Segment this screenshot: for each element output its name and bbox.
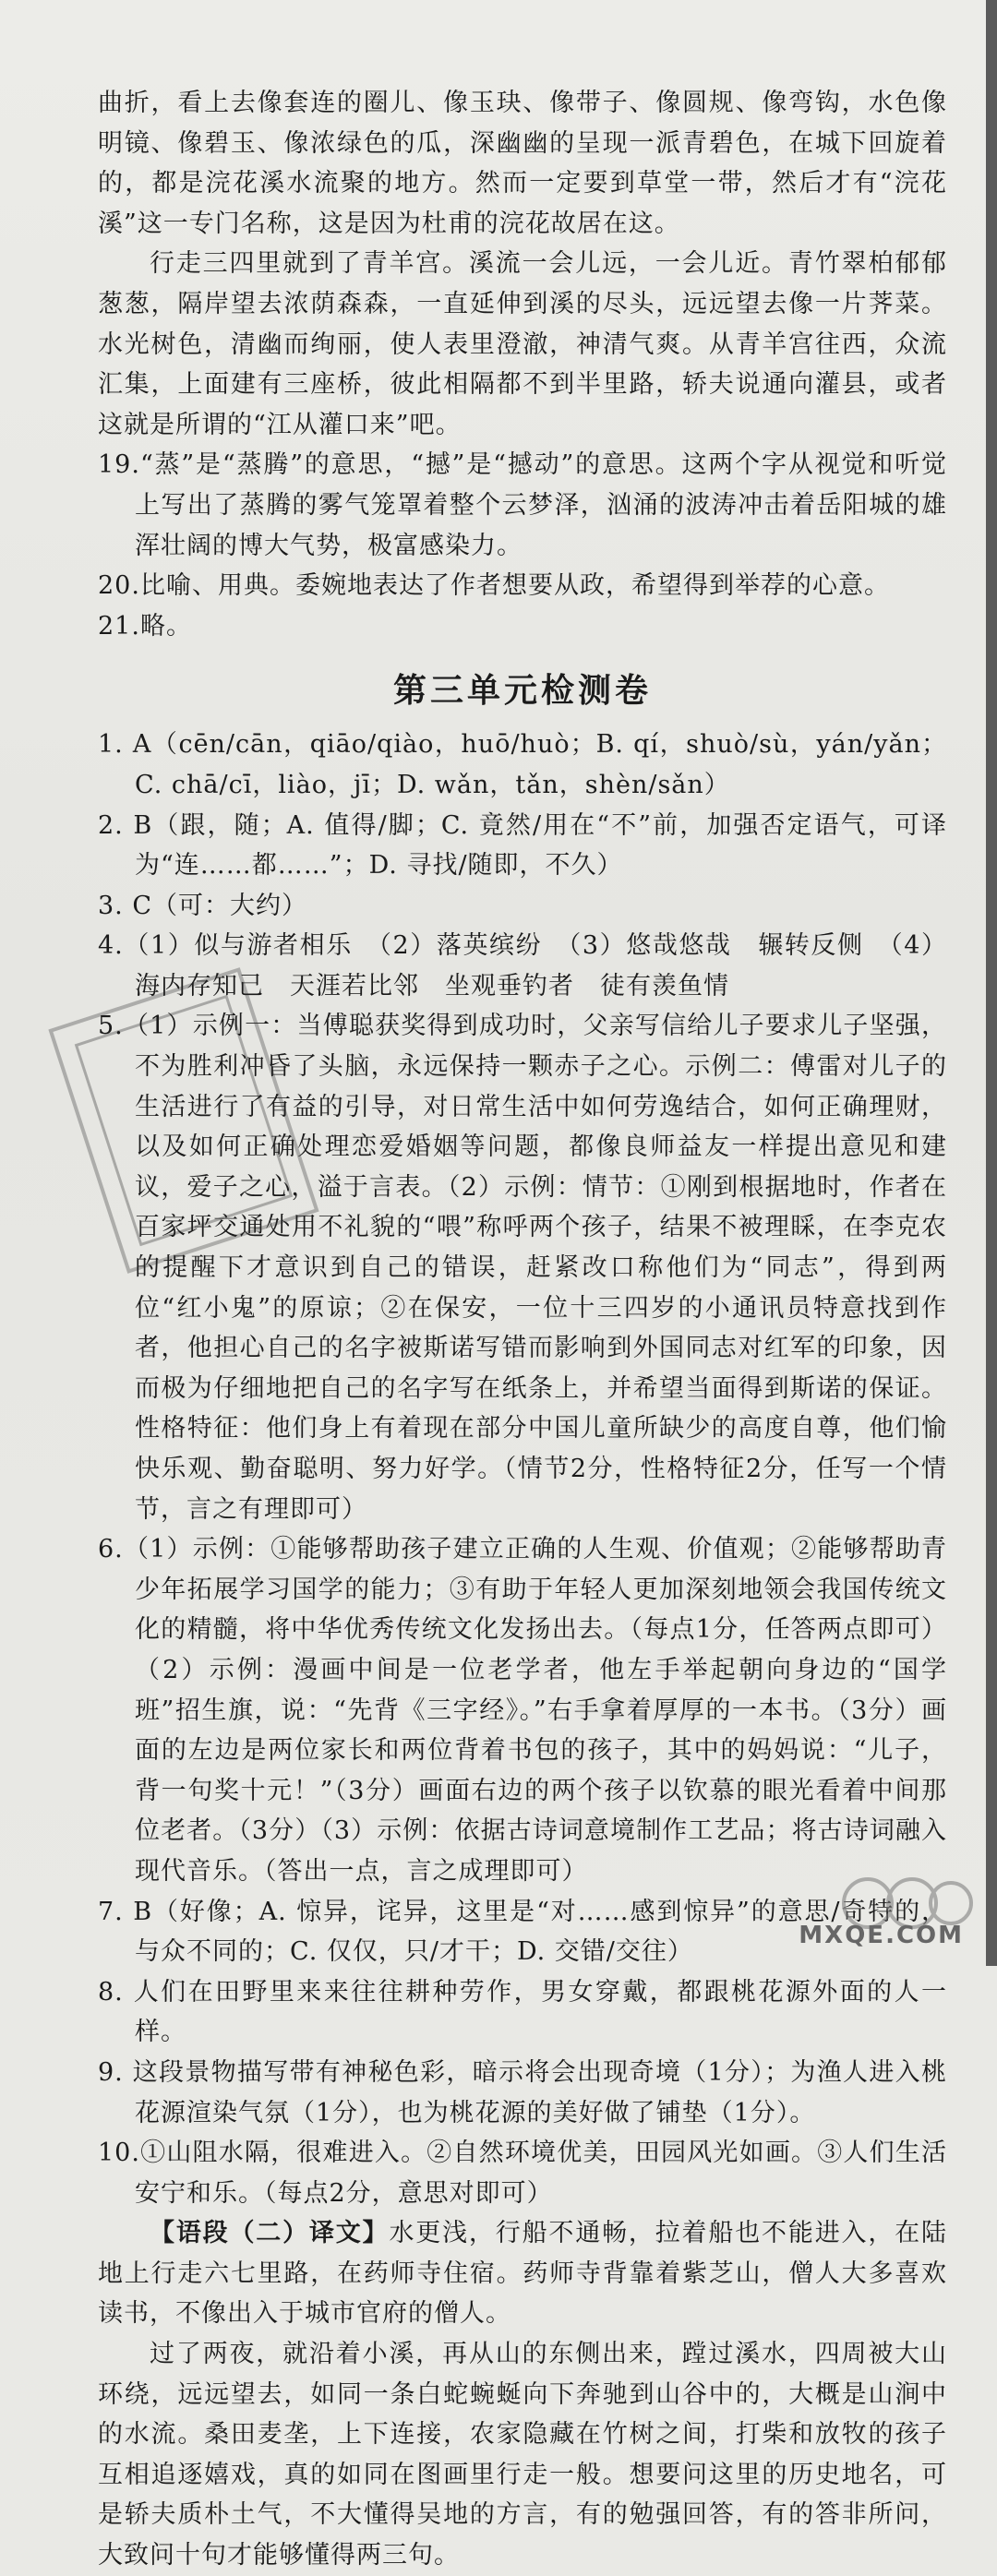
page-edge-shadow — [986, 0, 997, 1966]
answer-content — [98, 83, 947, 2576]
answer-item-4: 4.（1）似与游者相乐 （2）落英缤纷 （3）悠哉悠哉 辗转反侧 （4）海内存知己 天涯若比邻 坐观垂钓者 徒有羡鱼情 — [98, 931, 947, 1000]
watermark-text: MXQE.COM — [799, 1922, 964, 1949]
answer-item-2: 2. B（跟，随；A. 值得/脚；C. 竟然/用在“不”前，加强否定语气，可译为“连……都……”；D. 寻找/随即，不久） — [98, 810, 947, 881]
answer-item-3: 3. C（可：大约） — [98, 891, 308, 920]
answer-item-19: 19.“蒸”是“蒸腾”的意思，“撼”是“撼动”的意思。这两个字从视觉和听觉上写出了蒸腾的雾气笼罩着整个云梦泽，汹涌的波涛冲击着岳阳城的雄浑壮阔的博大气势，极富感染力。 — [98, 450, 947, 560]
answer-item-9: 9. 这段景物描写带有神秘色彩，暗示将会出现奇境（1分）；为渔人进入桃花源渲染气氛（1分），也为桃花源的美好做了铺垫（1分）。 — [98, 2057, 947, 2127]
answer-item-5: 5.（1）示例一：当傅聪获奖得到成功时，父亲写信给儿子要求儿子坚强，不为胜利冲昏了头脑，永远保持一颗赤子之心。示例二：傅雷对儿子的生活进行了有益的引导，对日常生活中如何劳逸结合，如何正确理财，以及如何正确处理恋爱婚姻等问题，都像良师益友一样提出意见和建议，爱子之心，溢于言表。（2）示例：情节：①刚到根据地时，作者在百家坪交通处用不礼貌的“喂”称呼两个孩子，结果不被理睬，在李克农的提醒下才意识到自己的错误，赶紧改口称他们为“同志”，得到两位“红小鬼”的原谅；②在保安，一位十三四岁的小通讯员特意找到作者，他担心自己的名字被斯诺写错而影响到外国同志对红军的印象，因而极为仔细地把自己的名字写在纸条上，并希望当面得到斯诺的保证。性格特征：他们身上有着现在部分中国儿童所缺少的高度自尊，他们愉快乐观、勤奋聪明、努力好学。（情节2分，性格特征2分，任写一个情节，言之有理即可） — [98, 1012, 947, 1524]
answer-item-20: 20.比喻、用典。委婉地表达了作者想要从政，希望得到举荐的心意。 — [98, 571, 890, 601]
answer-item-10: 10.①山阻水隔，很难进入。②自然环境优美，田园风光如画。③人们生活安宁和乐。（每点2分，意思对即可） — [98, 2139, 947, 2208]
passage-translation-1 — [98, 2213, 947, 2334]
answer-item-7: 7. B（好像；A. 惊异，诧异，这里是“对……感到惊异”的意思/奇特的，与众不同的；C. 仅仅，只/才干；D. 交错/交往） — [98, 1897, 947, 1967]
passage-translation-2: 过了两夜，就沿着小溪，再从山的东侧出来，蹚过溪水，四周被大山环绕，远远望去，如同一条白蛇蜿蜒向下奔驰到山谷中的，大概是山涧中的水流。桑田麦垄，上下连接，农家隐藏在竹树之间，打柴和放牧的孩子互相追逐嬉戏，真的如同在图画里行走一般。想要问这里的历史地名，可是轿夫质朴土气，不大懂得吴地的方言，有的勉强回答，有的答非所问，大致问十句才能够懂得两三句。 — [98, 2340, 947, 2570]
translation-label: 【语段（二）译文】 — [150, 2219, 390, 2248]
answer-item-8: 8. 人们在田野里来来往往耕种劳作，男女穿戴，都跟桃花源外面的人一样。 — [98, 1977, 947, 2047]
section-title: 第三单元检测卷 — [392, 672, 652, 711]
translation-text-1: 水更浅，行船不通畅，拉着船也不能进入，在陆地上行走六七里路，在药师寺住宿。药师寺背靠着紫芝山，僧人大多喜欢读书，不像出入于城市官府的僧人。 — [98, 2219, 948, 2329]
answer-item-1: 1. A（cēn/cān，qiāo/qiào，huō/huò；B. qí，shuò/sù，yán/yǎn；C. chā/cī，liào，jī；D. wǎn，tǎn，shèn/sǎn） — [98, 730, 947, 799]
translation-paragraph-1: 曲折，看上去像套连的圈儿、像玉玦、像带子、像圆规、像弯钩，水色像明镜、像碧玉、像浓绿色的瓜，深幽幽的呈现一派青碧色，在城下回旋着的，都是浣花溪水流聚的地方。然而一定要到草堂一带，然后才有“浣花溪”这一专门名称，这是因为杜甫的浣花故居在这。 — [98, 89, 947, 238]
answer-item-6: 6.（1）示例：①能够帮助孩子建立正确的人生观、价值观；②能够帮助青少年拓展学习国学的能力；③有助于年轻人更加深刻地领会我国传统文化的精髓，将中华优秀传统文化发扬出去。（每点1分，任答两点即可）（2）示例：漫画中间是一位老学者，他左手举起朝向身边的“国学班”招生旗，说：“先背《三字经》。”右手拿着厚厚的一本书。（3分）画面的左边是两位家长和两位背着书包的孩子，其中的妈妈说：“儿子，背一句奖十元！”（3分）画面右边的两个孩子以钦慕的眼光看着中间那位老者。（3分）（3）示例：依据古诗词意境制作工艺品；将古诗词融入现代音乐。（答出一点，言之成理即可） — [98, 1535, 947, 1886]
translation-paragraph-2: 行走三四里就到了青羊宫。溪流一会儿远，一会儿近。青竹翠柏郁郁葱葱，隔岸望去浓荫森森，一直延伸到溪的尽头，远远望去像一片荠菜。水光树色，清幽而绚丽，使人表里澄澈，神清气爽。从青羊宫往西，众流汇集，上面建有三座桥，彼此相隔都不到半里路，轿夫说通向灌县，或者这就是所谓的“江从灌口来”吧。 — [98, 249, 947, 439]
answer-item-21: 21.略。 — [98, 611, 192, 641]
